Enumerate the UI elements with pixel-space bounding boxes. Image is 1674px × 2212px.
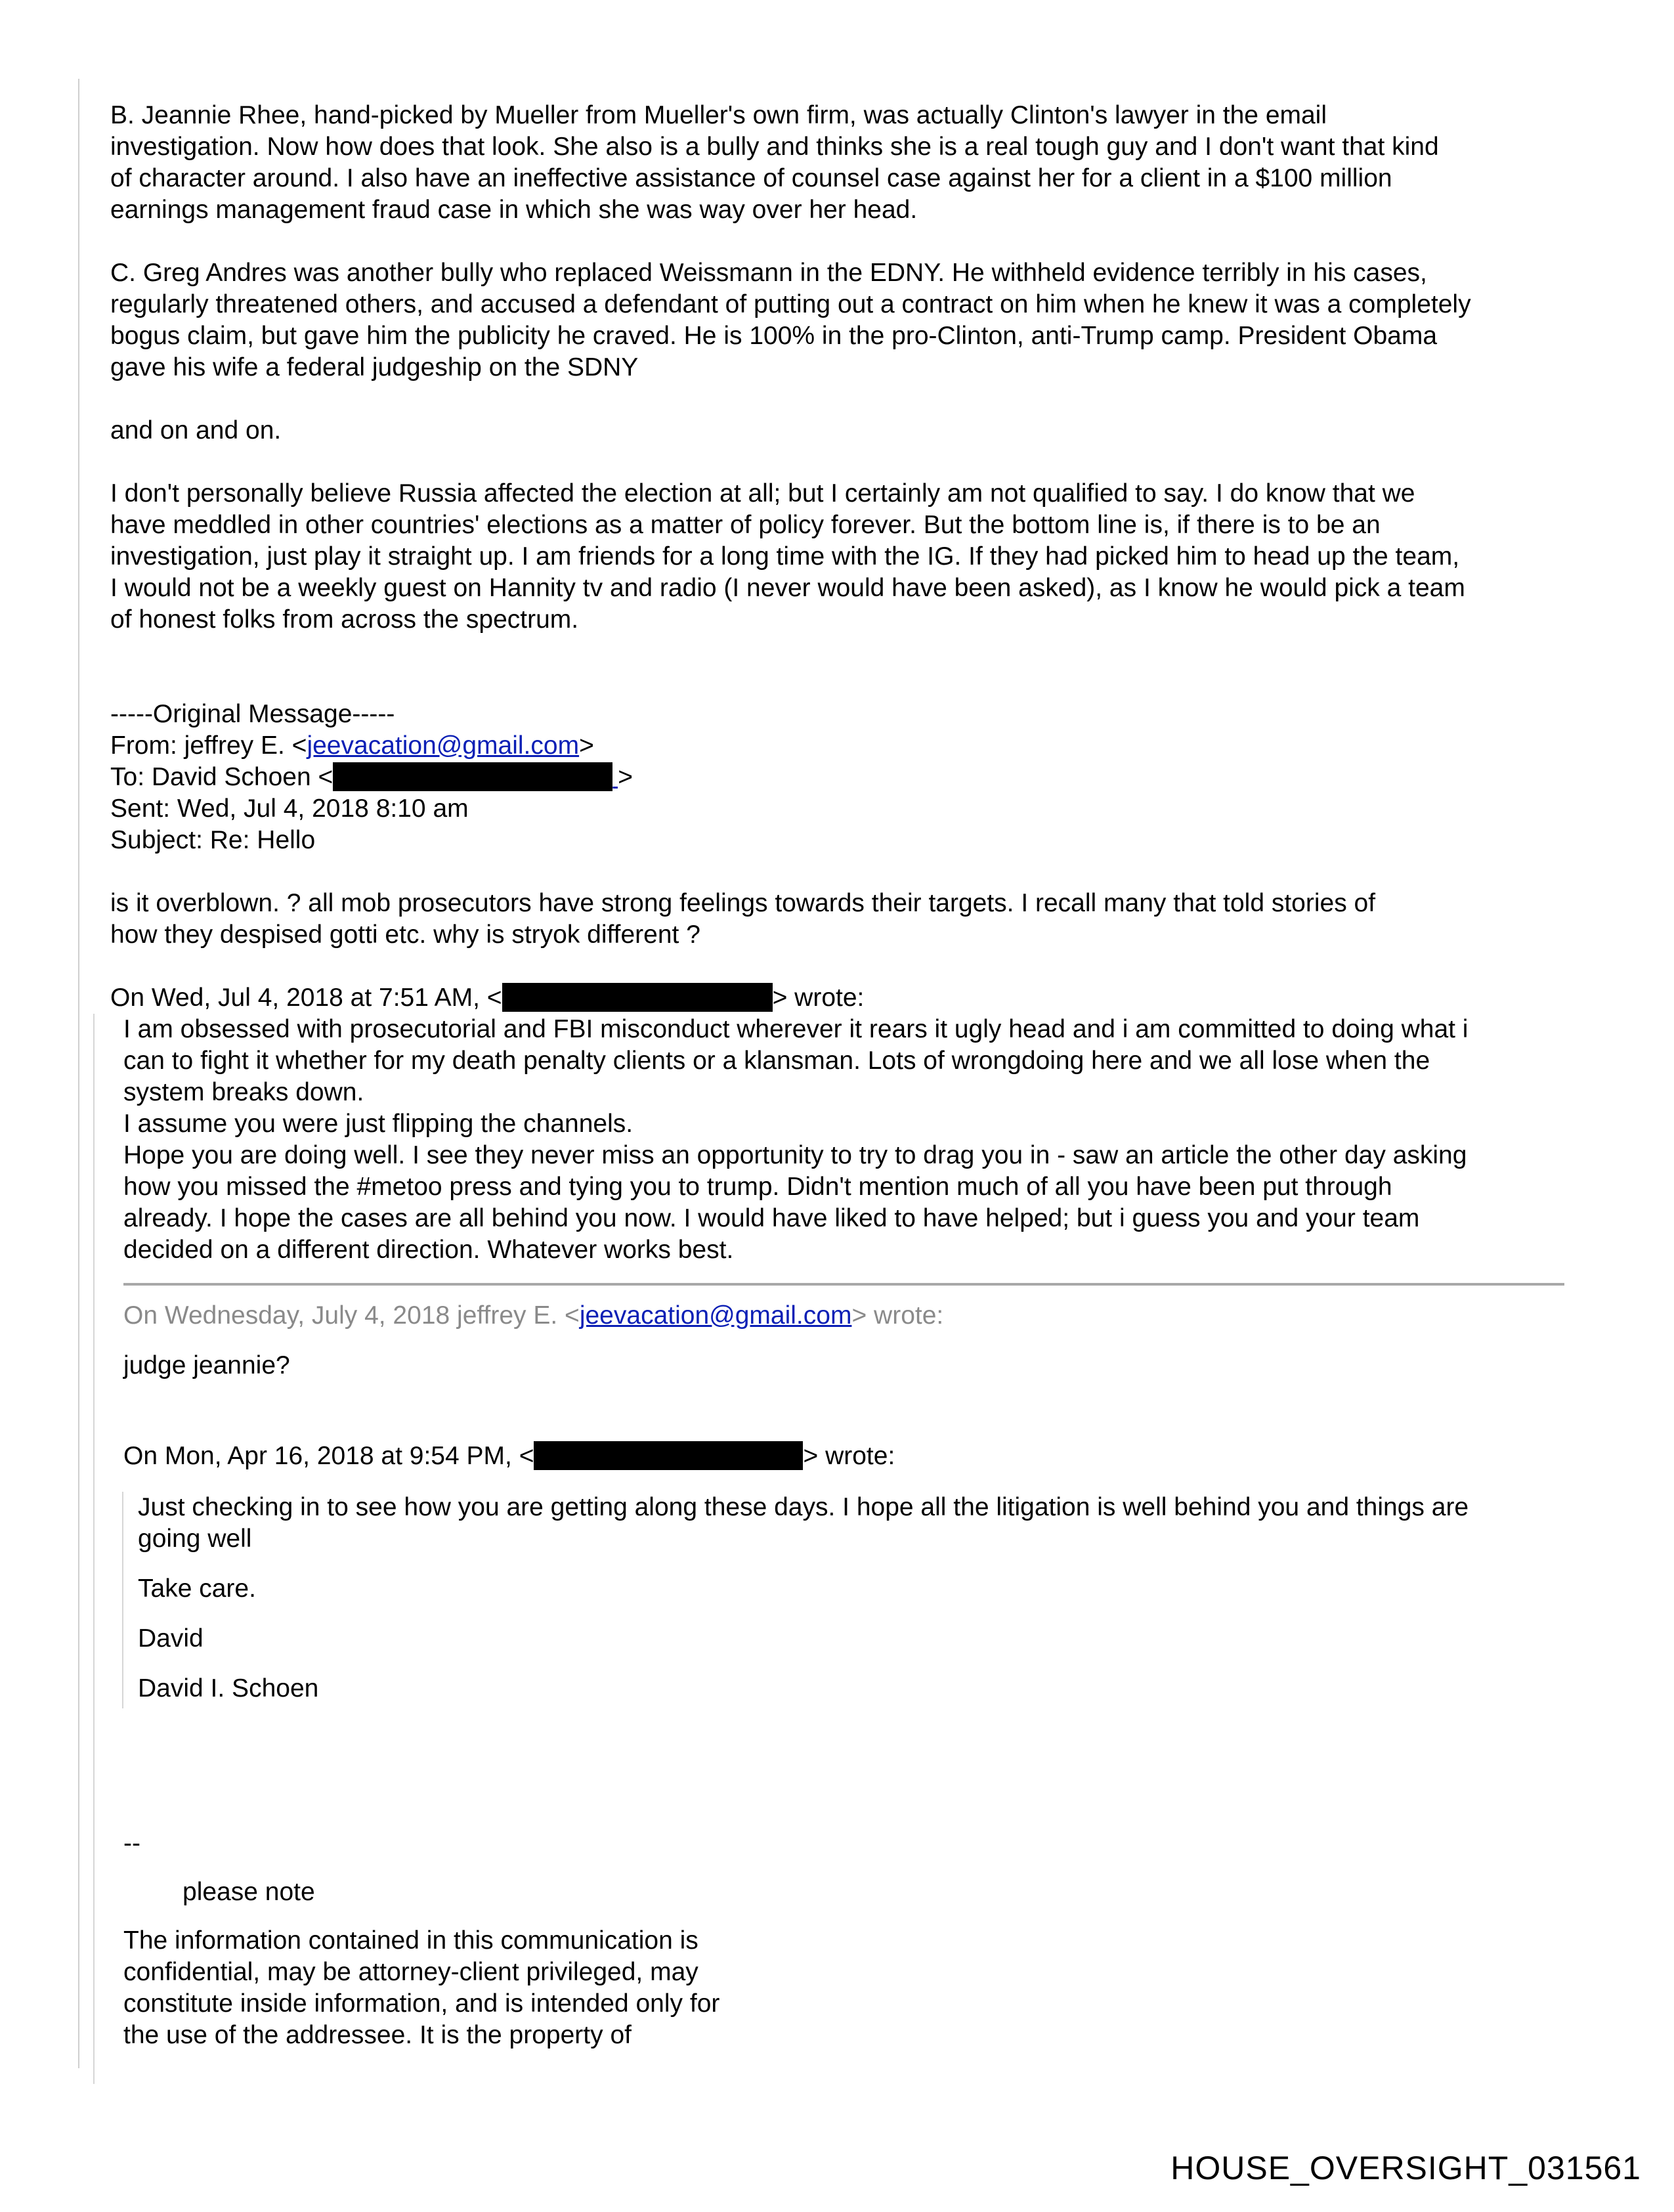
- judge-jeannie-line: judge jeannie?: [123, 1351, 290, 1379]
- text-line: bogus claim, but gave him the publicity he craved. He is 100% in the pro-Clinton, anti-Trump camp. President Obama: [110, 322, 1438, 350]
- signature-dash: --: [123, 1829, 140, 1857]
- signoff-full-name: David I. Schoen: [138, 1674, 319, 1702]
- quote-bar: [93, 1014, 95, 2084]
- text-line: regularly threatened others, and accused a defendant of putting out a contract on him when he knew it was a completely: [110, 290, 1471, 318]
- signoff-name: David: [138, 1624, 204, 1653]
- text-line: have meddled in other countries' elections as a matter of policy forever. But the bottom line is, if there is to be an: [110, 511, 1381, 539]
- text-line: confidential, may be attorney-client privileged, may: [123, 1958, 698, 1986]
- wrote-line-wednesday: On Wednesday, July 4, 2018 jeffrey E. <jeevacation@gmail.com> wrote:: [123, 1301, 944, 1330]
- text-line: system breaks down.: [123, 1078, 364, 1106]
- text-line: I assume you were just flipping the channels.: [123, 1110, 633, 1138]
- paragraph-russia: [110, 478, 1581, 636]
- email-content: [110, 100, 1581, 2051]
- text-line: can to fight it whether for my death penalty clients or a klansman. Lots of wrongdoing here and we all lose when the: [123, 1047, 1430, 1075]
- text-line: the use of the addressee. It is the property of: [123, 2021, 632, 2049]
- text-line: of character around. I also have an ineffective assistance of counsel case against her for a client in a $100 million: [110, 164, 1392, 192]
- text-line: how they despised gotti etc. why is stryok different ?: [110, 921, 700, 949]
- text-line: Hope you are doing well. I see they never miss an opportunity to try to drag you in - saw an article the other day asking: [123, 1141, 1467, 1169]
- horizontal-rule: [123, 1283, 1564, 1286]
- text-line: investigation, just play it straight up. I am friends for a long time with the IG. If they had picked him to head up the team,: [110, 542, 1460, 571]
- text-line: decided on a different direction. Whatever works best.: [123, 1236, 734, 1264]
- take-care-text: Take care.: [138, 1574, 256, 1603]
- paragraph-jeannie-rhee: [110, 100, 1581, 226]
- redacted-block: [534, 1441, 803, 1470]
- please-note-text: please note: [182, 1878, 315, 1906]
- paragraph-and-on: and on and on.: [110, 416, 282, 445]
- text-line: constitute inside information, and is intended only for: [123, 1989, 720, 2018]
- text-line: B. Jeannie Rhee, hand-picked by Mueller from Mueller's own firm, was actually Clinton's lawyer in the email: [110, 101, 1327, 129]
- quoted-reply-level1: [93, 1014, 1581, 2051]
- original-message-header: [110, 699, 1581, 856]
- text-line: gave his wife a federal judgeship on the SDNY: [110, 353, 639, 381]
- quote-bar-outer: [78, 79, 79, 2068]
- quoted-body: [123, 1014, 1581, 1266]
- bates-number: HOUSE_OVERSIGHT_031561: [1170, 2150, 1641, 2186]
- subject-line: Subject: Re: Hello: [110, 826, 316, 854]
- redacted-block: [333, 762, 612, 791]
- text-line: I would not be a weekly guest on Hannity tv and radio (I never would have been asked), as I know he would pick a team: [110, 574, 1465, 602]
- text-line: I don't personally believe Russia affected the election at all; but I certainly am not qualified to say. I do know that we: [110, 479, 1415, 508]
- reply-body: [110, 888, 1581, 951]
- sent-line: Sent: Wed, Jul 4, 2018 8:10 am: [110, 794, 469, 823]
- text-line: C. Greg Andres was another bully who replaced Weissmann in the EDNY. He withheld evidence terribly in his cases,: [110, 259, 1427, 287]
- to-line: To: David Schoen < >: [110, 762, 1581, 793]
- text-line: already. I hope the cases are all behind you now. I would have liked to have helped; but i guess you and your team: [123, 1204, 1420, 1232]
- text-line: investigation. Now how does that look. She also is a bully and thinks she is a real tough guy and I don't want that kind: [110, 133, 1439, 161]
- text-line: I am obsessed with prosecutorial and FBI misconduct wherever it rears it ugly head and i am committed to doing what i: [123, 1015, 1469, 1043]
- wrote-line-jul4: On Wed, Jul 4, 2018 at 7:51 AM, < > wrote:: [110, 984, 865, 1012]
- text-line: is it overblown. ? all mob prosecutors have strong feelings towards their targets. I recall many that told stories of: [110, 889, 1376, 917]
- confidentiality-disclaimer: [123, 1925, 1581, 2051]
- text-line: The information contained in this communication is: [123, 1926, 698, 1955]
- checking-in-text: Just checking in to see how you are getting along these days. I hope all the litigation is well behind you and things are going well: [138, 1493, 1469, 1553]
- quoted-reply-level2: [122, 1492, 1581, 1704]
- text-line: earnings management fraud case in which she was way over her head.: [110, 196, 918, 224]
- wrote-line-apr16: On Mon, Apr 16, 2018 at 9:54 PM, < > wrote:: [123, 1442, 895, 1470]
- jeevacation-email-link[interactable]: jeevacation@gmail.com: [579, 1301, 852, 1330]
- from-email-link[interactable]: jeevacation@gmail.com: [307, 731, 580, 760]
- text-line: how you missed the #metoo press and tying you to trump. Didn't mention much of all you have been put through: [123, 1173, 1392, 1201]
- original-message-divider: -----Original Message-----: [110, 700, 395, 728]
- from-line: From: jeffrey E. <jeevacation@gmail.com>: [110, 731, 594, 760]
- redacted-block: [502, 983, 773, 1012]
- paragraph-greg-andres: [110, 257, 1581, 383]
- text-line: of honest folks from across the spectrum.: [110, 605, 579, 634]
- quote-bar: [122, 1492, 123, 1708]
